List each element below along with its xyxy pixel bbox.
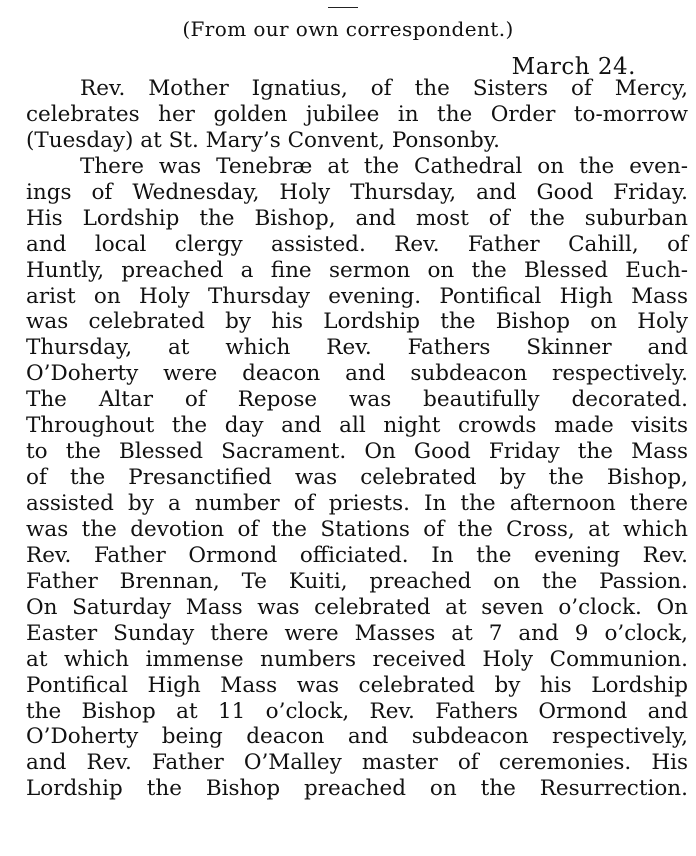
text-line: Pontifical High Mass was celebrated by his Lordship	[26, 672, 688, 698]
paragraph-holy-week	[0, 154, 696, 802]
text-line: The Altar of Repose was beautifully decorated.	[26, 387, 688, 413]
text-line: and local clergy assisted. Rev. Father Cahill, of	[26, 231, 688, 257]
paragraph-jubilee	[0, 76, 696, 154]
top-rule	[328, 7, 358, 8]
byline: (From our own correspondent.)	[182, 17, 514, 41]
text-line: O’Doherty were deacon and subdeacon respectively.	[26, 361, 688, 387]
text-line: to the Blessed Sacrament. On Good Friday the Mass	[26, 439, 688, 465]
text-line: arist on Holy Thursday evening. Pontifical High Mass	[26, 283, 688, 309]
text-line: O’Doherty being deacon and subdeacon respectively,	[26, 724, 688, 750]
text-line: ings of Wednesday, Holy Thursday, and Good Friday.	[26, 179, 688, 205]
text-line: was celebrated by his Lordship the Bishop on Holy	[26, 309, 688, 335]
article-body	[0, 76, 696, 802]
text-line: Easter Sunday there were Masses at 7 and 9 o’clock,	[26, 620, 688, 646]
text-line: Thursday, at which Rev. Fathers Skinner and	[26, 335, 688, 361]
text-line: Father Brennan, Te Kuiti, preached on the Passion.	[26, 568, 688, 594]
text-line: Throughout the day and all night crowds made visits	[26, 413, 688, 439]
dateline: March 24.	[511, 54, 636, 80]
text-line: There was Tenebræ at the Cathedral on the even-	[80, 153, 688, 179]
text-line: at which immense numbers received Holy Communion.	[26, 646, 688, 672]
text-line: On Saturday Mass was celebrated at seven o’clock. On	[26, 594, 688, 620]
text-line: (Tuesday) at St. Mary’s Convent, Ponsonby.	[26, 127, 500, 153]
text-line: the Bishop at 11 o’clock, Rev. Fathers Ormond and	[26, 698, 688, 724]
text-line: Rev. Mother Ignatius, of the Sisters of Mercy,	[80, 76, 688, 101]
text-line: of the Presanctified was celebrated by the Bishop,	[26, 465, 688, 491]
text-line: was the devotion of the Stations of the Cross, at which	[26, 516, 688, 542]
text-line: celebrates her golden jubilee in the Order to-morrow	[26, 101, 688, 127]
text-line: His Lordship the Bishop, and most of the suburban	[26, 205, 688, 231]
text-line: assisted by a number of priests. In the afternoon there	[26, 491, 688, 516]
text-line: Lordship the Bishop preached on the Resurrection.	[26, 776, 688, 802]
text-line: Huntly, preached a fine sermon on the Blessed Euch-	[26, 257, 688, 283]
text-line: Rev. Father Ormond officiated. In the evening Rev.	[26, 542, 688, 568]
text-line: and Rev. Father O’Malley master of ceremonies. His	[26, 750, 688, 776]
